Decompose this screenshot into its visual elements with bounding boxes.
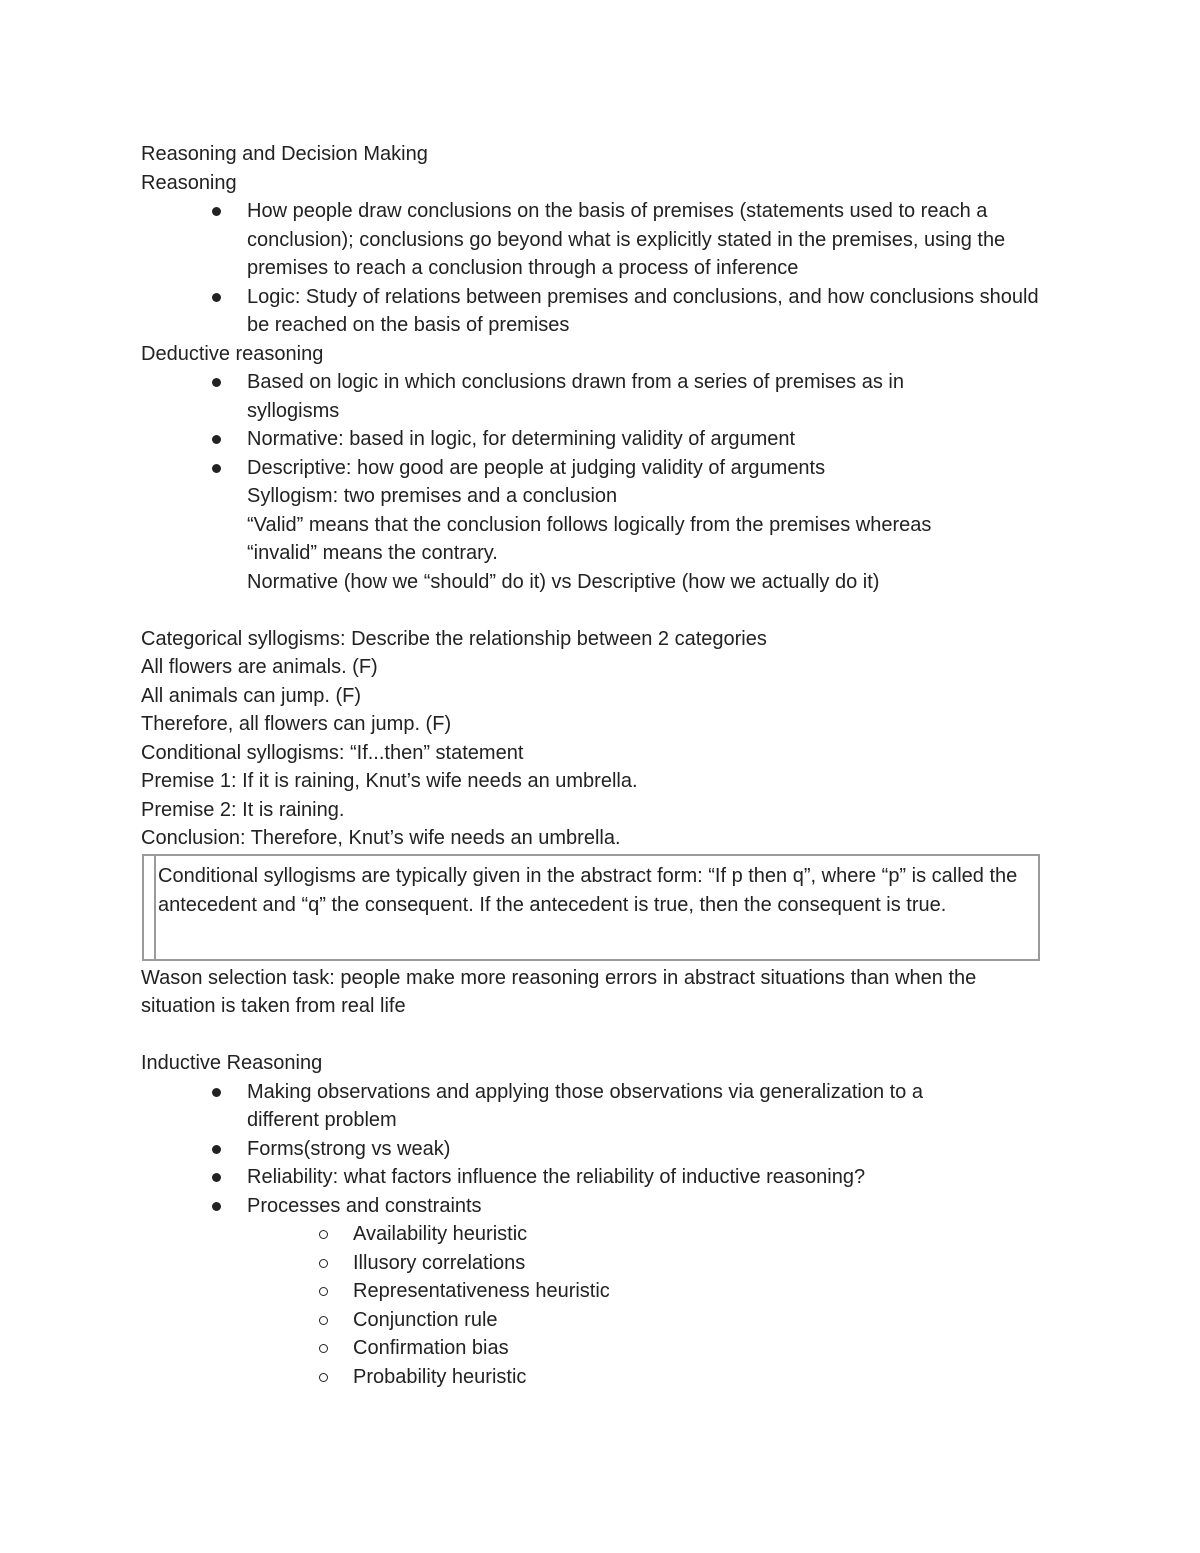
- bullet-text: Forms(strong vs weak): [247, 1137, 451, 1160]
- bullet-text: Logic: Study of relations between premises and conclusions, and how conclusions should be reached on the basis of premises: [247, 285, 1039, 336]
- document-page: [141, 140, 1051, 1391]
- boxed-note: [142, 854, 1040, 961]
- bullet-text: How people draw conclusions on the basis of premises (statements used to reach a conclusion); conclusions go beyond what is explicitly stated in the premises, using the premises to reach a conclusion through a process of inference: [247, 200, 1006, 279]
- bullet-item: [141, 425, 1051, 454]
- bullet-dot-icon: [212, 293, 221, 302]
- sub-bullet-item: [141, 1277, 1051, 1306]
- bullet-item: [141, 1163, 1051, 1192]
- text-line: Therefore, all flowers can jump. (F): [141, 713, 452, 735]
- sub-bullet-text: Probability heuristic: [353, 1365, 527, 1388]
- sub-bullet-item: [141, 1249, 1051, 1278]
- sub-bullet-text: Representativeness heuristic: [353, 1280, 610, 1302]
- sub-bullet-item: [141, 1334, 1051, 1363]
- hollow-circle-bullet-icon: [319, 1373, 328, 1382]
- boxed-note-text: Conditional syllogisms are typically given in the abstract form: “If p then q”, where “p” is called the antecedent and “q” the consequent. If the antecedent is true, then the consequent is true.: [158, 864, 1018, 916]
- bullet-item: [141, 197, 1051, 283]
- bullet-text: Descriptive: how good are people at judging validity of arguments: [247, 456, 826, 479]
- bullet-text: Reliability: what factors influence the reliability of inductive reasoning?: [247, 1166, 866, 1188]
- bullet-dot-icon: [212, 464, 221, 473]
- bullet-dot-icon: [212, 1173, 221, 1182]
- text-line: Premise 2: It is raining.: [141, 798, 345, 821]
- bullet-text: Processes and constraints: [247, 1194, 482, 1217]
- bullet-item: [141, 283, 1051, 340]
- hollow-circle-bullet-icon: [319, 1259, 328, 1268]
- wason-paragraph: Wason selection task: people make more reasoning errors in abstract situations than when the situation is taken from real life: [141, 966, 977, 1017]
- sub-bullet-text: Conjunction rule: [353, 1308, 498, 1331]
- text-line: Premise 1: If it is raining, Knut’s wife needs an umbrella.: [141, 770, 638, 792]
- indented-note: Syllogism: two premises and a conclusion: [247, 485, 618, 507]
- bullet-item: [141, 368, 1051, 425]
- bullet-item: [141, 454, 1051, 483]
- document-title: Reasoning and Decision Making: [141, 143, 428, 165]
- spacer: [141, 1021, 1051, 1050]
- sub-bullet-item: [141, 1306, 1051, 1335]
- hollow-circle-bullet-icon: [319, 1344, 328, 1353]
- text-line: Categorical syllogisms: Describe the relationship between 2 categories: [141, 627, 767, 650]
- bullet-item: [141, 1078, 1051, 1135]
- box-inner-border: [154, 856, 156, 959]
- hollow-circle-bullet-icon: [319, 1316, 328, 1325]
- bullet-item: [141, 1135, 1051, 1164]
- text-line: All flowers are animals. (F): [141, 656, 378, 678]
- bullet-dot-icon: [212, 435, 221, 444]
- text-line: Conditional syllogisms: “If...then” statement: [141, 741, 524, 764]
- bullet-dot-icon: [212, 207, 221, 216]
- bullet-text: Based on logic in which conclusions drawn from a series of premises as in syllogisms: [247, 371, 904, 422]
- sub-bullet-item: [141, 1363, 1051, 1392]
- hollow-circle-bullet-icon: [319, 1230, 328, 1239]
- sub-bullet-text: Illusory correlations: [353, 1251, 526, 1274]
- bullet-dot-icon: [212, 1145, 221, 1154]
- indented-note: Normative (how we “should” do it) vs Descriptive (how we actually do it): [247, 570, 880, 593]
- bullet-dot-icon: [212, 1202, 221, 1211]
- sub-bullet-item: [141, 1220, 1051, 1249]
- reasoning-heading: Reasoning: [141, 171, 237, 194]
- bullet-item: [141, 1192, 1051, 1221]
- bullet-text: Normative: based in logic, for determining validity of argument: [247, 428, 796, 450]
- text-line: All animals can jump. (F): [141, 684, 362, 707]
- deductive-heading: Deductive reasoning: [141, 342, 324, 365]
- indented-note: “Valid” means that the conclusion follows logically from the premises whereas “invalid” means the contrary.: [247, 513, 932, 564]
- spacer: [141, 596, 1051, 625]
- bullet-dot-icon: [212, 378, 221, 387]
- text-line: Conclusion: Therefore, Knut’s wife needs an umbrella.: [141, 827, 621, 849]
- sub-bullet-text: Availability heuristic: [353, 1223, 528, 1245]
- inductive-heading: Inductive Reasoning: [141, 1052, 323, 1074]
- sub-bullet-text: Confirmation bias: [353, 1337, 509, 1359]
- bullet-text: Making observations and applying those observations via generalization to a different problem: [247, 1080, 923, 1131]
- hollow-circle-bullet-icon: [319, 1287, 328, 1296]
- bullet-dot-icon: [212, 1088, 221, 1097]
